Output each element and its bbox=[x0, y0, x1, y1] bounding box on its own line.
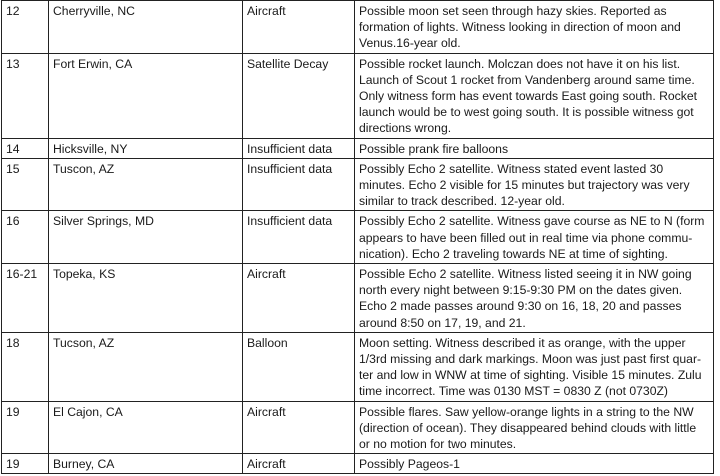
explanation-cell: Aircraft bbox=[243, 454, 355, 474]
notes-line: Possible prank fire balloons bbox=[359, 141, 509, 156]
table-row bbox=[2, 53, 714, 138]
table-row bbox=[2, 211, 714, 264]
table-row bbox=[2, 332, 714, 401]
notes-cell bbox=[355, 454, 714, 474]
notes-line: Only witness form has event towards East going south. Rocket bbox=[359, 89, 698, 104]
date-cell: 14 bbox=[2, 138, 49, 158]
notes-cell bbox=[355, 138, 714, 158]
table-row bbox=[2, 1, 714, 54]
date-cell: 16 bbox=[2, 211, 49, 264]
notes-line: Possible Echo 2 satellite. Witness listed seeing it in NW going bbox=[359, 267, 692, 282]
notes-line: around 8:50 on 17, 19, and 21. bbox=[359, 315, 526, 330]
notes-line: Echo 2 made passes around 9:30 on 16, 18, 20 and passes bbox=[359, 299, 682, 314]
notes-line: north every night between 9:15-9:30 PM on the dates given. bbox=[359, 283, 683, 298]
notes-line: formation of lights. Witness looking in direction of moon and bbox=[359, 20, 681, 35]
notes-line: (direction of ocean). They disappeared behind clouds with little bbox=[359, 420, 697, 435]
notes-line: or no motion for two minutes. bbox=[359, 437, 517, 452]
notes-line: launch would be to west going south. It is possible witness got bbox=[359, 105, 694, 120]
table-row bbox=[2, 454, 714, 474]
date-cell: 19 bbox=[2, 401, 49, 454]
table-row bbox=[2, 158, 714, 211]
notes-line: minutes. Echo 2 visible for 15 minutes but trajectory was very bbox=[359, 178, 690, 193]
date-cell: 18 bbox=[2, 332, 49, 401]
notes-cell bbox=[355, 158, 714, 211]
explanation-cell: Balloon bbox=[243, 332, 355, 401]
explanation-cell: Insufficient data bbox=[243, 138, 355, 158]
notes-cell bbox=[355, 211, 714, 264]
location-cell: Tucson, AZ bbox=[49, 332, 243, 401]
notes-line: time incorrect. Time was 0130 MST = 0830 Z (not 0730Z) bbox=[359, 384, 668, 399]
date-cell: 13 bbox=[2, 53, 49, 138]
table-row bbox=[2, 401, 714, 454]
notes-line: Venus.16-year old. bbox=[359, 36, 461, 51]
notes-cell bbox=[355, 264, 714, 333]
notes-line: Moon setting. Witness described it as orange, with the upper bbox=[359, 335, 686, 350]
table-row bbox=[2, 264, 714, 333]
explanation-cell: Satellite Decay bbox=[243, 53, 355, 138]
explanation-cell: Insufficient data bbox=[243, 158, 355, 211]
notes-line: similar to track described. 12-year old. bbox=[359, 194, 565, 209]
location-cell: Cherryville, NC bbox=[49, 1, 243, 54]
notes-cell bbox=[355, 332, 714, 401]
explanation-cell: Aircraft bbox=[243, 401, 355, 454]
location-cell: Fort Erwin, CA bbox=[49, 53, 243, 138]
explanation-cell: Insufficient data bbox=[243, 211, 355, 264]
notes-line: Possibly Echo 2 satellite. Witness gave course as NE to N (form bbox=[359, 214, 705, 229]
notes-cell bbox=[355, 401, 714, 454]
notes-line: nication). Echo 2 traveling towards NE at time of sighting. bbox=[359, 246, 668, 261]
location-cell: Tuscon, AZ bbox=[49, 158, 243, 211]
notes-line: ter and low in WNW at time of sighting. Visible 15 minutes. Zulu bbox=[359, 368, 702, 383]
notes-line: 1/3rd missing and dark markings. Moon was just past first quar- bbox=[359, 352, 702, 367]
notes-line: Possibly Pageos-1 bbox=[359, 457, 460, 472]
location-cell: Silver Springs, MD bbox=[49, 211, 243, 264]
notes-line: appears to have been filled out in real time via phone commu- bbox=[359, 230, 693, 245]
notes-line: Possibly Echo 2 satellite. Witness stated event lasted 30 bbox=[359, 161, 664, 176]
location-cell: El Cajon, CA bbox=[49, 401, 243, 454]
table-body bbox=[2, 1, 714, 474]
table-row bbox=[2, 138, 714, 158]
sightings-table bbox=[1, 0, 714, 474]
location-cell: Burney, CA bbox=[49, 454, 243, 474]
explanation-cell: Aircraft bbox=[243, 1, 355, 54]
notes-cell bbox=[355, 53, 714, 138]
location-cell: Hicksville, NY bbox=[49, 138, 243, 158]
notes-line: directions wrong. bbox=[359, 121, 452, 136]
date-cell: 15 bbox=[2, 158, 49, 211]
notes-line: Launch of Scout 1 rocket from Vandenberg around same time. bbox=[359, 72, 695, 87]
date-cell: 12 bbox=[2, 1, 49, 54]
notes-line: Possible moon set seen through hazy skies. Reported as bbox=[359, 4, 667, 18]
notes-line: Possible flares. Saw yellow-orange lights in a string to the NW bbox=[359, 404, 694, 419]
notes-cell bbox=[355, 1, 714, 54]
date-cell: 19 bbox=[2, 454, 49, 474]
date-cell: 16-21 bbox=[2, 264, 49, 333]
notes-line: Possible rocket launch. Molczan does not have it on his list. bbox=[359, 56, 681, 71]
location-cell: Topeka, KS bbox=[49, 264, 243, 333]
explanation-cell: Aircraft bbox=[243, 264, 355, 333]
